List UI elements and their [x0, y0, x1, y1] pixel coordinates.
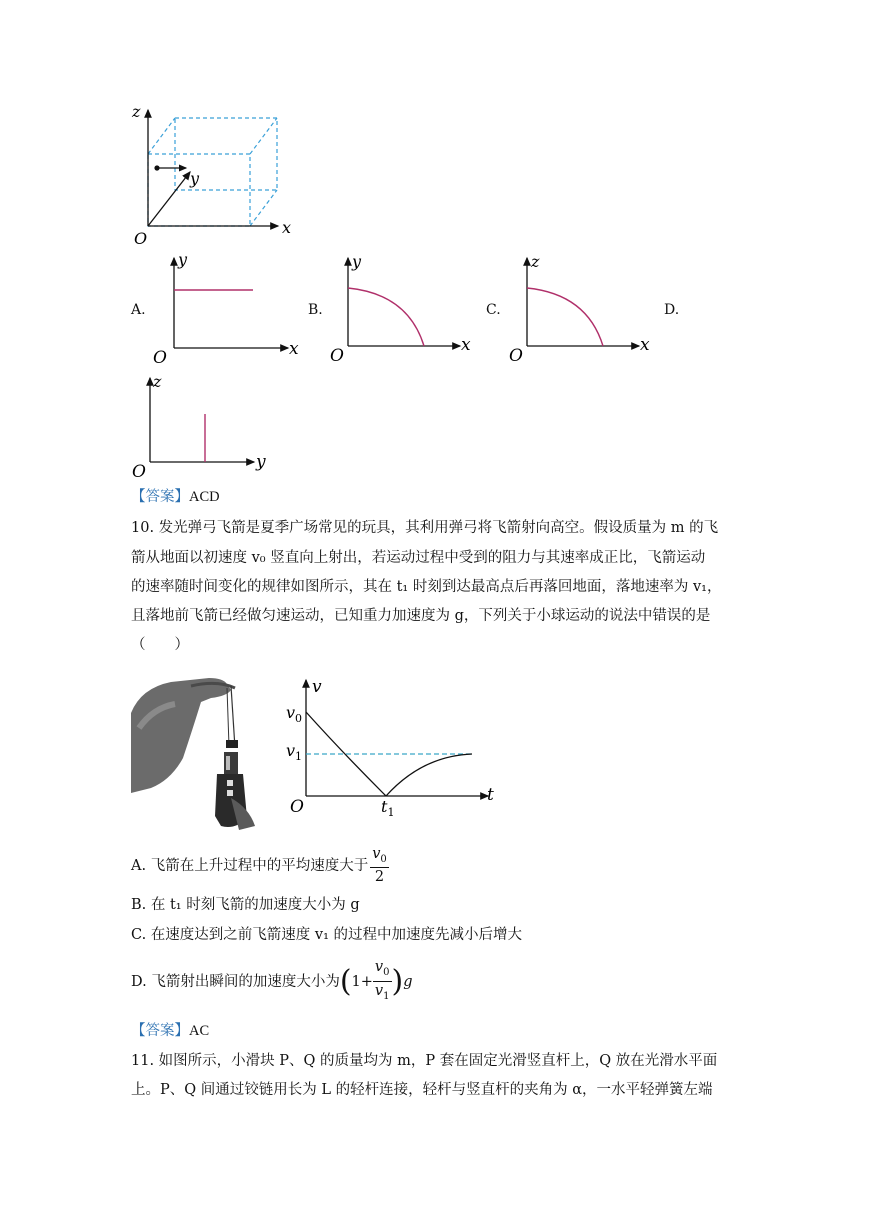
option-b-letter: B.	[308, 302, 323, 318]
svg-text:O: O	[132, 462, 146, 482]
svg-text:y: y	[352, 252, 362, 271]
curve-c	[527, 288, 603, 346]
svg-text:y: y	[256, 452, 266, 472]
q10-option-a: A. 飞箭在上升过程中的平均速度大于 $\frac{v_0}{2}$	[131, 845, 387, 886]
q10-line-5: （ ）	[131, 637, 189, 653]
label-x: x	[282, 218, 292, 237]
label-y: y	[190, 169, 200, 188]
answer-9: 【答案】ACD	[131, 489, 220, 505]
svg-text:z: z	[531, 252, 540, 271]
q10-option-b: B. 在 t₁ 时刻飞箭的加速度大小为 g	[131, 897, 360, 913]
q10-line-2: 箭从地面以初速度 v₀ 竖直向上射出，若运动过程中受到的阻力与其速率成正比，飞箭运动	[131, 550, 706, 566]
q10-line-3: 的速率随时间变化的规律如图所示，其在 t₁ 时刻到达最高点后再落回地面，落地速率为 v₁，	[131, 579, 722, 595]
svg-text:v1: $v_1$	[286, 741, 303, 763]
label-origin: O	[134, 229, 148, 248]
q10-option-d: D. 飞箭射出瞬间的加速度大小为 ( 1+ $\frac{v_0}{v_1}$ ) g	[131, 958, 413, 1002]
svg-text:O: O	[290, 797, 304, 817]
svg-text:v: v	[312, 677, 322, 697]
option-d-letter: D.	[664, 302, 680, 318]
svg-text:v0: $v_0$	[286, 703, 303, 725]
slingshot-photo	[131, 668, 281, 833]
label-z: z	[132, 102, 141, 121]
q10-line-4: 且落地前飞箭已经做匀速运动，已知重力加速度为 g，下列关于小球运动的说法中错误的是	[131, 608, 711, 624]
svg-text:x: x	[289, 339, 299, 359]
option-c-letter: C.	[486, 302, 501, 318]
q11-line-1: 11. 如图所示，小滑块 P、Q 的质量均为 m，P 套在固定光滑竖直杆上，Q 放在光滑水平面	[131, 1053, 718, 1069]
option-a-letter: A.	[131, 302, 146, 318]
svg-text:O: O	[509, 346, 523, 366]
svg-text:O: O	[153, 348, 167, 368]
svg-text:t1: $t_1$	[381, 797, 395, 819]
svg-text:z: z	[153, 372, 162, 391]
option-d-graph	[128, 370, 278, 482]
svg-text:y: y	[178, 250, 188, 269]
curve-b	[348, 288, 424, 346]
q10-line-1: 10. 发光弹弓飞箭是夏季广场常见的玩具，其利用弹弓将飞箭射向高空。假设质量为 m 的飞	[131, 520, 719, 536]
svg-text:x: x	[640, 335, 650, 355]
vt-graph	[282, 672, 502, 822]
option-c-graph	[505, 250, 655, 368]
dashed-box	[148, 118, 277, 226]
svg-text:t: t	[487, 785, 494, 805]
option-b-graph	[326, 250, 476, 368]
q11-line-2: 上。P、Q 间通过铰链用长为 L 的轻杆连接，轻杆与竖直杆的夹角为 α，一水平轻弹簧左端	[131, 1082, 713, 1098]
y-axis	[148, 172, 190, 226]
svg-text:O: O	[330, 346, 344, 366]
q10-option-c: C. 在速度达到之前飞箭速度 v₁ 的过程中加速度先减小后增大	[131, 927, 523, 943]
curve-fall	[386, 754, 472, 796]
figure-3d-box	[128, 98, 298, 248]
svg-text:x: x	[461, 335, 471, 355]
option-a-graph	[150, 250, 305, 368]
answer-10: 【答案】AC	[131, 1023, 210, 1039]
